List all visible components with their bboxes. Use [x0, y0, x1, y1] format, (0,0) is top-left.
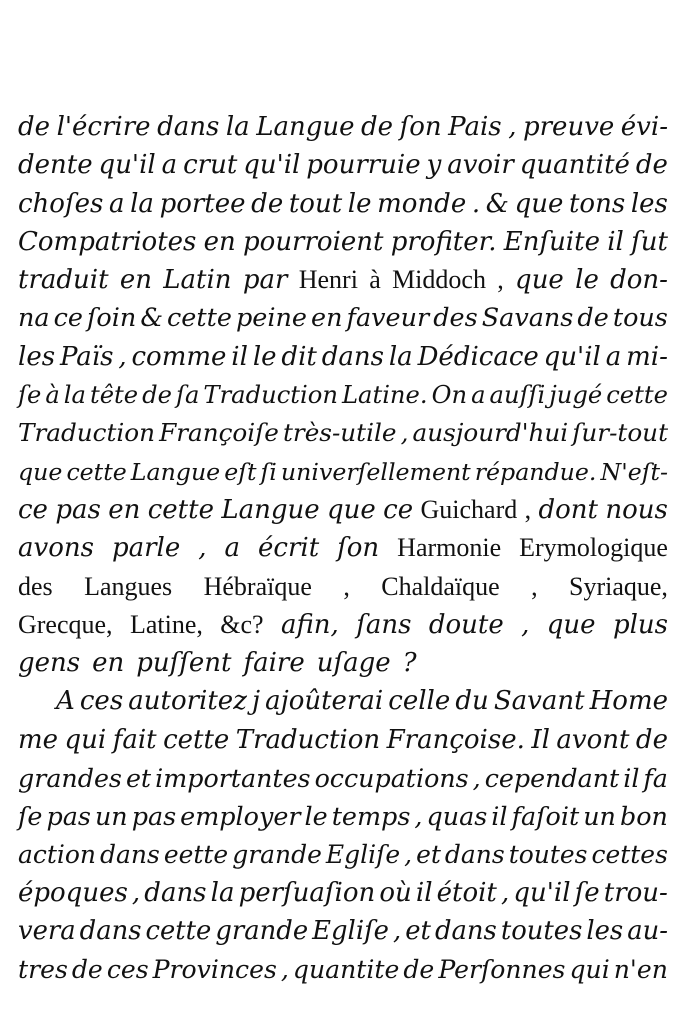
- word: cependant: [484, 763, 620, 794]
- word: dans: [100, 839, 160, 869]
- word: faſoit: [511, 801, 580, 832]
- word: il: [607, 226, 624, 257]
- word: avons: [18, 533, 94, 564]
- word: N'eſt-: [600, 457, 668, 486]
- word: On: [431, 381, 468, 410]
- word: le: [252, 341, 277, 372]
- word: Langue: [130, 457, 221, 486]
- word: qu'il: [543, 341, 601, 372]
- word: ,: [521, 609, 530, 640]
- word: Syriaque,: [569, 571, 668, 601]
- word: auſſi: [489, 381, 546, 410]
- word: gens: [18, 648, 81, 679]
- word: Perſonnes: [438, 954, 566, 984]
- word: ce: [18, 494, 48, 525]
- word: profiter.: [390, 226, 497, 257]
- word: ſon: [337, 533, 380, 564]
- word: de: [251, 188, 284, 219]
- word: époques: [18, 877, 128, 908]
- word: na: [18, 303, 50, 334]
- word: Guichard: [420, 494, 518, 524]
- word: tres: [18, 954, 68, 984]
- word: où: [379, 877, 412, 908]
- text-line: [18, 568, 668, 606]
- word: Dédicace: [417, 341, 539, 372]
- word: plus: [612, 609, 668, 640]
- word: toutes: [500, 916, 583, 947]
- word: ſans: [356, 609, 412, 640]
- word: ,: [280, 954, 289, 984]
- word: ces: [106, 954, 149, 984]
- word: quantité: [519, 150, 630, 181]
- word: grande: [232, 839, 322, 869]
- word: celle: [388, 686, 451, 717]
- word: occupations: [314, 763, 469, 794]
- word: ,: [497, 265, 504, 295]
- word: ,: [531, 571, 538, 601]
- word: en: [311, 303, 343, 334]
- word: dans: [144, 877, 207, 908]
- word: ſut: [631, 226, 668, 257]
- word: Savans: [481, 303, 574, 334]
- word: &: [485, 188, 509, 219]
- word: jugé: [549, 381, 603, 410]
- word: en: [92, 648, 125, 679]
- word: par: [242, 265, 288, 296]
- word: n'en: [613, 954, 668, 984]
- word: ce: [383, 494, 414, 525]
- word: et: [125, 763, 152, 794]
- word: le: [347, 188, 372, 219]
- word: preuve: [522, 112, 615, 142]
- word: tout: [288, 188, 343, 219]
- word: Traduction: [203, 381, 338, 410]
- word: la: [130, 188, 154, 219]
- word: ce: [53, 303, 83, 334]
- word: mi-: [626, 341, 668, 372]
- word: quas: [426, 801, 488, 832]
- word: que: [327, 494, 376, 525]
- word: puſſent: [136, 648, 232, 679]
- word: .: [471, 188, 481, 219]
- word: tête: [89, 381, 139, 410]
- word: choſes: [18, 188, 104, 219]
- word: ſi: [260, 457, 277, 486]
- word: dans: [79, 916, 142, 947]
- word: et: [405, 916, 431, 947]
- word: ,: [392, 916, 402, 947]
- word: &: [140, 303, 164, 334]
- word: la: [225, 112, 250, 142]
- word: pas: [55, 494, 101, 525]
- word: Grecque,: [18, 609, 113, 639]
- word: de: [577, 303, 609, 334]
- word: dit: [281, 341, 317, 372]
- word: ſoin: [87, 303, 137, 334]
- word: comme: [131, 341, 227, 372]
- word: uſage: [316, 648, 391, 679]
- word: ſe: [574, 877, 600, 908]
- word: de: [361, 112, 394, 142]
- word: Païs: [59, 341, 114, 372]
- word: dente: [18, 150, 93, 181]
- word: cette: [147, 494, 214, 525]
- word: a: [224, 533, 240, 564]
- word: parle: [111, 533, 181, 564]
- word: en: [119, 265, 152, 296]
- word: tous: [612, 303, 668, 334]
- word: ,: [414, 801, 423, 832]
- word: du: [455, 686, 489, 717]
- word: Egliſe: [312, 916, 389, 947]
- word: que: [18, 457, 63, 486]
- word: Hébraïque: [203, 571, 312, 601]
- word: employer: [180, 801, 301, 832]
- word: ,: [501, 877, 510, 908]
- word: pourroient: [243, 226, 384, 257]
- word: Traduction: [18, 418, 156, 448]
- word: Il: [531, 724, 550, 755]
- word: temps: [331, 801, 411, 832]
- word: perſuaſion: [238, 877, 376, 908]
- word: en: [108, 494, 141, 525]
- word: Pais: [448, 112, 502, 142]
- word: des: [433, 303, 478, 334]
- word: évi-: [620, 112, 668, 142]
- word: Enſuite: [503, 226, 600, 257]
- word: eſt: [224, 457, 257, 486]
- word: dans: [444, 839, 505, 869]
- word: cettes: [591, 839, 668, 869]
- text-line: [18, 185, 668, 223]
- word: vera: [18, 916, 76, 947]
- text-line: [18, 376, 668, 414]
- word: de: [18, 112, 51, 142]
- word: le: [304, 801, 328, 832]
- text-line: [18, 491, 668, 529]
- word: cette: [167, 303, 232, 334]
- word: autoritez: [128, 686, 247, 717]
- word: Langue: [256, 112, 355, 142]
- word: Egliſe: [325, 839, 401, 869]
- word: Latin: [163, 265, 232, 296]
- word: Home: [589, 686, 668, 717]
- word: écrit: [258, 533, 320, 564]
- word: ,: [400, 418, 409, 448]
- word: dont: [538, 494, 598, 525]
- word: que: [514, 188, 564, 219]
- word: ,: [524, 494, 532, 524]
- word: a: [471, 381, 486, 410]
- word: la: [63, 381, 86, 410]
- word: grandes: [18, 763, 122, 794]
- text-line: [18, 223, 668, 261]
- word: &c?: [220, 609, 264, 639]
- word: faire: [243, 648, 305, 679]
- word: ,: [343, 571, 350, 601]
- word: Compatriotes: [18, 226, 197, 257]
- word: de: [635, 724, 668, 755]
- word: pourruie: [306, 150, 421, 181]
- word: peine: [235, 303, 307, 334]
- word: faveur: [346, 303, 430, 334]
- text-line: [18, 108, 668, 146]
- word: la: [388, 341, 413, 372]
- word: ajoûterai: [265, 686, 384, 717]
- word: Françoise.: [386, 724, 525, 755]
- word: Henri: [298, 265, 358, 295]
- word: fait: [112, 724, 157, 755]
- word: portee: [159, 188, 246, 219]
- word: Latine.: [341, 381, 428, 410]
- word: en: [203, 226, 236, 257]
- word: ,: [404, 839, 413, 869]
- word: au-: [627, 916, 668, 947]
- word: il: [231, 341, 248, 372]
- word: a: [161, 150, 178, 181]
- word: à: [369, 265, 381, 295]
- word: Erymologique: [519, 533, 668, 563]
- word: eette: [163, 839, 229, 869]
- word: fa: [643, 763, 668, 794]
- word: que: [515, 265, 564, 296]
- word: les: [630, 188, 668, 219]
- word: des: [18, 571, 53, 601]
- word: doute: [428, 609, 504, 640]
- word: ,: [118, 341, 127, 372]
- word: la: [210, 877, 235, 908]
- word: trou-: [603, 877, 668, 908]
- word: Langues: [84, 571, 173, 601]
- word: dans: [434, 916, 497, 947]
- text-line: [18, 299, 668, 337]
- word: don-: [610, 265, 668, 296]
- word: de: [142, 381, 172, 410]
- word: ſe: [18, 801, 43, 832]
- word: cette: [66, 457, 127, 486]
- word: ausjourd'hui: [412, 418, 569, 448]
- text-line: [18, 912, 668, 950]
- text-line: [18, 951, 668, 989]
- word: ?: [402, 648, 417, 679]
- word: que: [546, 609, 596, 640]
- word: ſa: [176, 381, 200, 410]
- word: et: [416, 839, 441, 869]
- word: un: [94, 801, 128, 832]
- word: qu'il: [98, 150, 156, 181]
- word: pas: [46, 801, 91, 832]
- text-line: [18, 836, 668, 874]
- text-line: [18, 721, 668, 759]
- text-line: [18, 146, 668, 184]
- word: un: [583, 801, 616, 832]
- word: traduit: [18, 265, 109, 296]
- text-line: [18, 797, 668, 835]
- word: cette: [145, 916, 212, 947]
- word: répandue.: [474, 457, 597, 486]
- word: Harmonie: [397, 533, 502, 563]
- word: quantite: [292, 954, 400, 984]
- word: ſe: [18, 381, 42, 410]
- word: toutes: [508, 839, 588, 869]
- word: le: [575, 265, 599, 296]
- word: Chaldaïque: [381, 571, 500, 601]
- word: de: [403, 954, 435, 984]
- word: ,: [508, 112, 517, 142]
- word: il: [415, 877, 433, 908]
- word: qui: [569, 954, 610, 984]
- word: cette: [163, 724, 230, 755]
- page-body-text: [18, 108, 668, 989]
- text-line: [18, 529, 668, 567]
- word: Traduction: [235, 724, 381, 755]
- word: cette: [606, 381, 668, 410]
- word: tons: [568, 188, 626, 219]
- word: action: [18, 839, 97, 869]
- word: à: [45, 381, 60, 410]
- word: crut: [183, 150, 238, 181]
- word: afin,: [280, 609, 339, 640]
- word: ,: [472, 763, 481, 794]
- word: Latine,: [129, 609, 203, 639]
- word: il: [491, 801, 508, 832]
- word: qui: [64, 724, 107, 755]
- word: très-utile: [282, 418, 397, 448]
- word: Middoch: [392, 265, 486, 295]
- word: qu'il: [243, 150, 301, 181]
- word: de: [71, 954, 103, 984]
- word: ,: [198, 533, 207, 564]
- word: avont: [556, 724, 630, 755]
- word: qu'il: [513, 877, 571, 908]
- word: ſur-tout: [572, 418, 668, 448]
- word: ,: [131, 877, 141, 908]
- word: A: [56, 686, 75, 717]
- word: y: [426, 150, 442, 181]
- word: j: [251, 686, 261, 717]
- word: Provinces: [152, 954, 277, 984]
- word: l'écrire: [56, 112, 151, 142]
- word: il: [623, 763, 640, 794]
- word: ces: [79, 686, 124, 717]
- word: nous: [605, 494, 668, 525]
- word: me: [18, 724, 59, 755]
- word: grande: [215, 916, 309, 947]
- text-line: [18, 261, 668, 299]
- word: Langue: [221, 494, 320, 525]
- word: univerſellement: [280, 457, 471, 486]
- word: importantes: [155, 763, 311, 794]
- word: a: [108, 188, 125, 219]
- text-line: [18, 644, 668, 682]
- text-line: [18, 606, 668, 644]
- word: les: [586, 916, 624, 947]
- word: dans: [157, 112, 220, 142]
- word: Savant: [493, 686, 585, 717]
- text-line: [18, 682, 668, 720]
- word: bon: [619, 801, 668, 832]
- word: a: [605, 341, 622, 372]
- word: avoir: [447, 150, 514, 181]
- word: dans: [321, 341, 384, 372]
- word: étoit: [436, 877, 497, 908]
- word: ſon: [399, 112, 442, 142]
- word: les: [18, 341, 56, 372]
- word: Françoiſe: [159, 418, 279, 448]
- text-line: [18, 453, 668, 491]
- text-line: [18, 874, 668, 912]
- text-line: [18, 414, 668, 452]
- text-line: [18, 759, 668, 797]
- word: de: [635, 150, 668, 181]
- text-line: [18, 338, 668, 376]
- word: monde: [377, 188, 467, 219]
- word: pas: [131, 801, 177, 832]
